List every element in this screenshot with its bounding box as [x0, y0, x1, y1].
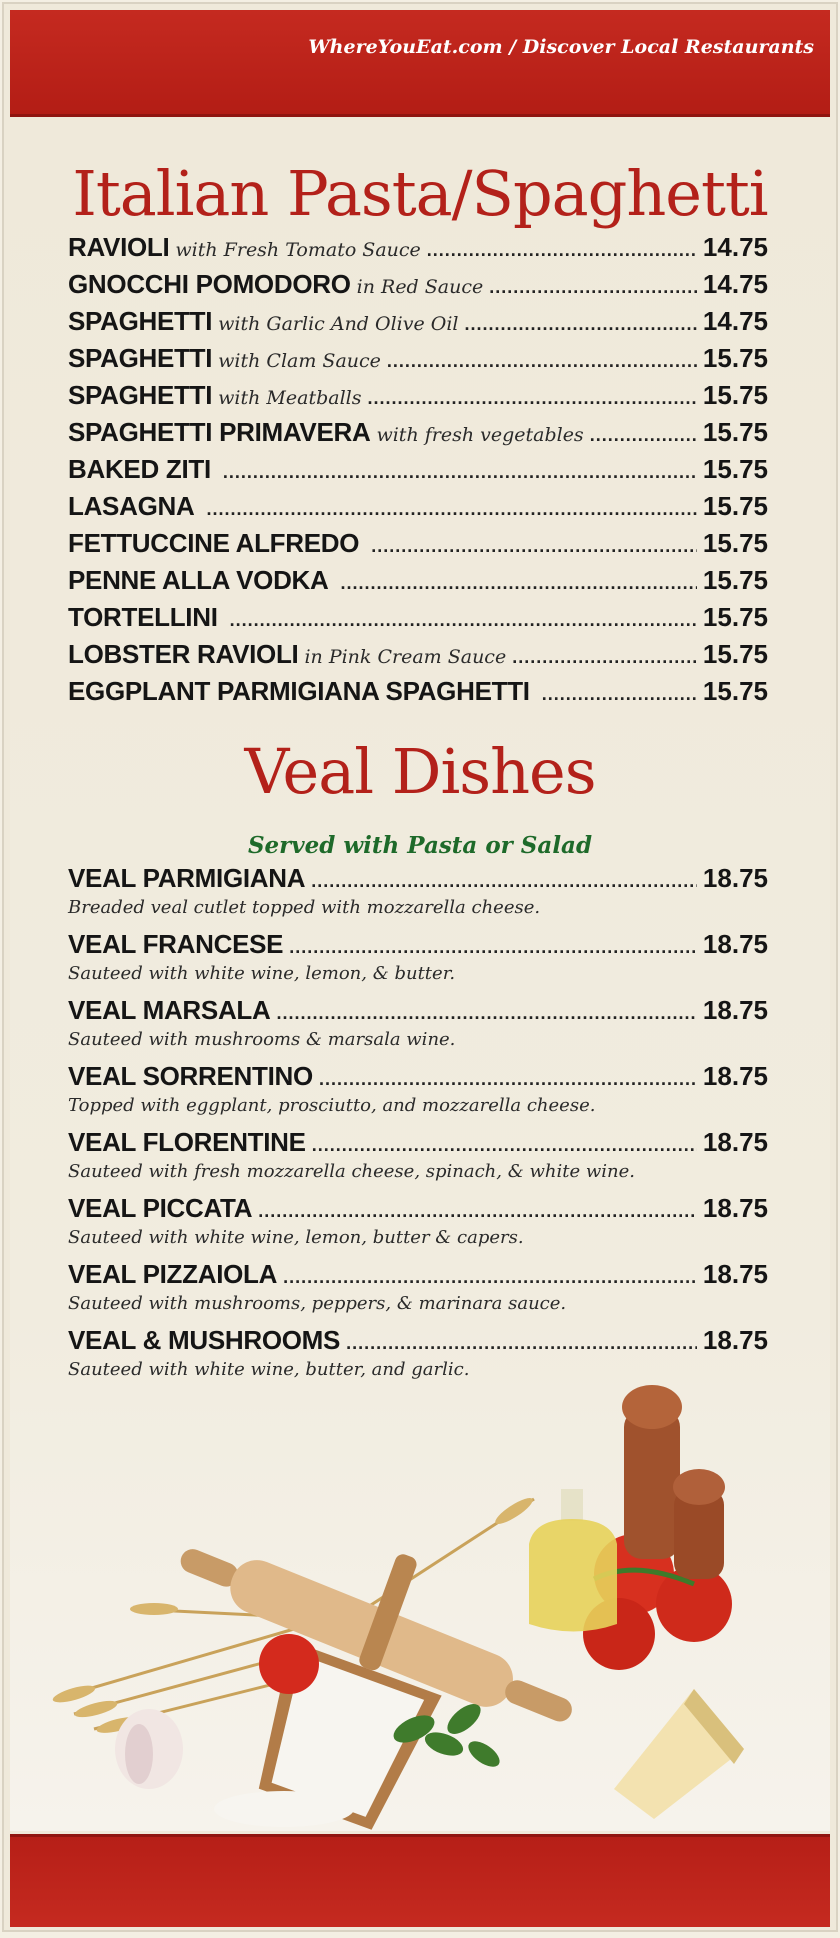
item-price: 15.75 [702, 417, 768, 447]
item-name: VEAL FLORENTINE [68, 1127, 306, 1157]
item-name: VEAL PARMIGIANA [68, 863, 306, 893]
dot-leader [346, 1333, 697, 1354]
menu-item [68, 639, 768, 676]
item-name: EGGPLANT PARMIGIANA SPAGHETTI [68, 676, 530, 706]
dot-leader [283, 1267, 697, 1288]
item-name: FETTUCCINE ALFREDO [68, 528, 360, 558]
menu-item [68, 343, 768, 380]
item-price: 15.75 [702, 454, 768, 484]
veal-subtitle: Served with Pasta or Salad [247, 832, 593, 859]
dot-leader [427, 240, 697, 261]
dot-leader [371, 536, 697, 557]
site-banner[interactable]: WhereYouEat.com / Discover Local Restaurants [308, 36, 814, 58]
menu-item [68, 306, 768, 343]
menu-item [68, 1259, 768, 1325]
dot-leader [464, 314, 696, 335]
dot-leader [341, 573, 697, 594]
item-description: Sauteed with white wine, butter, and garlic. [68, 1359, 470, 1380]
item-name: TORTELLINI [68, 602, 218, 632]
item-description: Breaded veal cutlet topped with mozzarella cheese. [68, 897, 541, 918]
top-red-band [10, 10, 830, 117]
item-name: SPAGHETTI [68, 306, 213, 336]
menu-item [68, 995, 768, 1061]
menu-item [68, 602, 768, 639]
dot-leader [590, 425, 697, 446]
item-description: Sauteed with fresh mozzarella cheese, spinach, & white wine. [68, 1161, 635, 1182]
food-still-life-icon [34, 1369, 754, 1839]
item-price: 14.75 [702, 232, 768, 262]
item-price: 18.75 [702, 929, 768, 959]
item-name: VEAL SORRENTINO [68, 1061, 313, 1091]
item-price: 18.75 [702, 995, 768, 1025]
item-price: 14.75 [702, 306, 768, 336]
item-price: 15.75 [702, 380, 768, 410]
item-price: 18.75 [702, 863, 768, 893]
item-name: VEAL PIZZAIOLA [68, 1259, 278, 1289]
item-name: LASAGNA [68, 491, 195, 521]
item-name: LOBSTER RAVIOLI [68, 639, 299, 669]
item-note: in Pink Cream Sauce [304, 646, 507, 668]
item-note: with Meatballs [218, 387, 362, 409]
item-price: 15.75 [702, 676, 768, 706]
menu-item [68, 676, 768, 713]
item-price: 15.75 [702, 602, 768, 632]
dot-leader [223, 462, 697, 483]
dot-leader [387, 351, 697, 372]
menu-item [68, 1061, 768, 1127]
menu-item [68, 528, 768, 565]
menu-item [68, 491, 768, 528]
item-note: with Fresh Tomato Sauce [175, 239, 421, 261]
dot-leader [258, 1201, 697, 1222]
menu-item [68, 863, 768, 929]
item-name: VEAL MARSALA [68, 995, 271, 1025]
item-price: 15.75 [702, 565, 768, 595]
veal-list [68, 863, 768, 1391]
item-name: SPAGHETTI [68, 343, 213, 373]
menu-item [68, 1127, 768, 1193]
item-price: 14.75 [702, 269, 768, 299]
dot-leader [206, 499, 696, 520]
menu-item [68, 380, 768, 417]
dot-leader [367, 388, 696, 409]
item-price: 18.75 [702, 1325, 768, 1355]
item-price: 18.75 [702, 1193, 768, 1223]
item-price: 15.75 [702, 343, 768, 373]
menu-item [68, 417, 768, 454]
item-note: with fresh vegetables [376, 424, 584, 446]
pasta-section-title: Italian Pasta/Spaghetti [72, 157, 768, 230]
menu-item [68, 929, 768, 995]
item-price: 18.75 [702, 1061, 768, 1091]
dot-leader [319, 1069, 697, 1090]
item-description: Sauteed with white wine, lemon, & butter. [68, 963, 456, 984]
item-note: with Garlic And Olive Oil [218, 313, 459, 335]
item-description: Topped with eggplant, prosciutto, and mozzarella cheese. [68, 1095, 596, 1116]
item-price: 18.75 [702, 1259, 768, 1289]
item-description: Sauteed with mushrooms, peppers, & marinara sauce. [68, 1293, 567, 1314]
dot-leader [289, 937, 697, 958]
dot-leader [512, 647, 697, 668]
menu-page [4, 4, 836, 1930]
item-name: GNOCCHI POMODORO [68, 269, 351, 299]
item-name: VEAL & MUSHROOMS [68, 1325, 341, 1355]
dot-leader [312, 1135, 697, 1156]
dot-leader [276, 1003, 696, 1024]
item-name: VEAL FRANCESE [68, 929, 284, 959]
item-name: SPAGHETTI [68, 380, 213, 410]
item-note: in Red Sauce [356, 276, 484, 298]
menu-item [68, 232, 768, 269]
item-name: BAKED ZITI [68, 454, 211, 484]
menu-item [68, 1193, 768, 1259]
menu-item [68, 269, 768, 306]
item-price: 18.75 [702, 1127, 768, 1157]
item-name: SPAGHETTI PRIMAVERA [68, 417, 371, 447]
item-price: 15.75 [702, 491, 768, 521]
veal-section-title: Veal Dishes [244, 735, 596, 808]
bottom-red-band [10, 1834, 830, 1927]
menu-item [68, 454, 768, 491]
item-name: VEAL PICCATA [68, 1193, 253, 1223]
item-name: PENNE ALLA VODKA [68, 565, 329, 595]
dot-leader [230, 610, 697, 631]
dot-leader [311, 871, 697, 892]
dot-leader [542, 684, 697, 705]
item-price: 15.75 [702, 528, 768, 558]
item-price: 15.75 [702, 639, 768, 669]
item-description: Sauteed with mushrooms & marsala wine. [68, 1029, 456, 1050]
pasta-list [68, 232, 768, 713]
item-note: with Clam Sauce [218, 350, 381, 372]
menu-item [68, 565, 768, 602]
item-name: RAVIOLI [68, 232, 170, 262]
item-description: Sauteed with white wine, lemon, butter & capers. [68, 1227, 524, 1248]
dot-leader [489, 277, 697, 298]
